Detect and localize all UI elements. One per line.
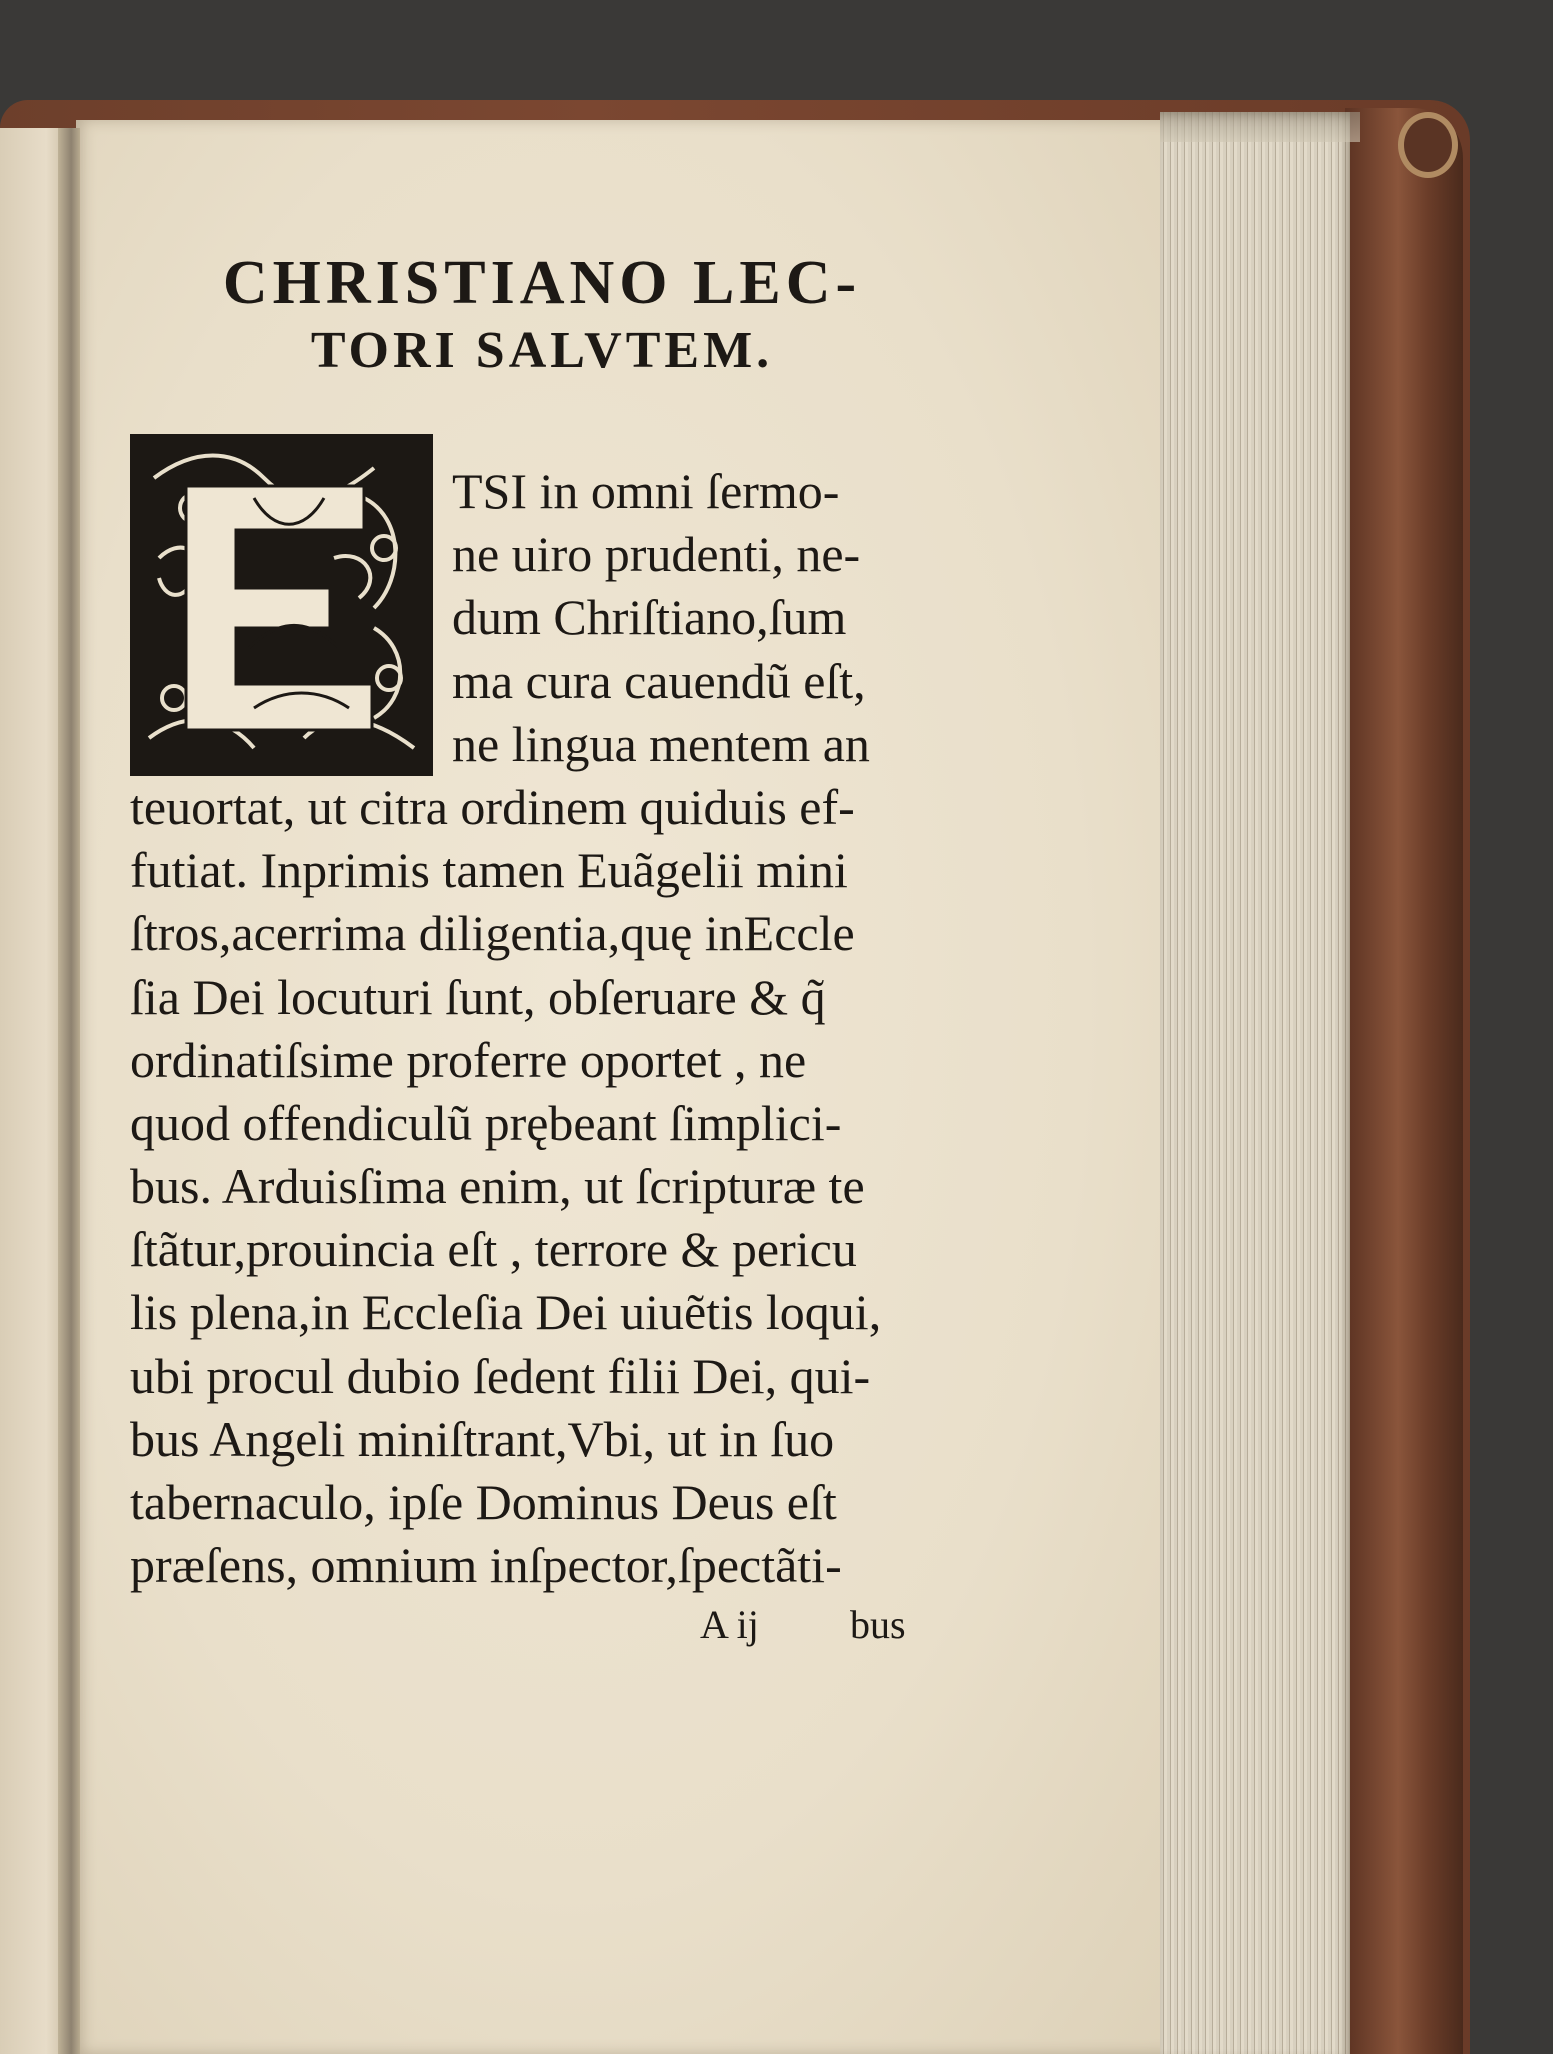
text-line: quod offendiculũ prębeant ſimplici- — [130, 1094, 842, 1151]
heading-line-1: CHRISTIANO LEC- — [222, 249, 862, 317]
book-spine-edge — [1345, 108, 1463, 2054]
text-line: futiat. Inprimis tamen Euãgelii mini — [130, 842, 848, 899]
text-line: ne lingua mentem an — [452, 715, 870, 772]
body-text — [130, 460, 940, 1597]
clasp-ring — [1398, 112, 1458, 178]
text-line: bus. Arduisſima enim, ut ſcripturæ te — [130, 1158, 865, 1215]
text-line: ne uiro prudenti, ne- — [452, 526, 861, 583]
text-line: teuortat, ut citra ordinem quiduis ef- — [130, 778, 855, 835]
signature-mark: A ij — [700, 1602, 759, 1647]
text-line: ubi procul dubio ſedent filii Dei, qui- — [130, 1347, 871, 1404]
page-heading — [132, 246, 952, 382]
text-line: ſtros,acerrima diligentia,quę inEccle — [130, 905, 855, 962]
text-line: dum Chriſtiano,ſum — [452, 589, 847, 646]
heading-line-2: TORI SALVTEM. — [310, 322, 774, 379]
text-line: præſens, omnium inſpector,ſpectãti- — [130, 1537, 842, 1594]
catchword: bus — [850, 1602, 906, 1647]
fore-edge-shadow — [1160, 112, 1360, 142]
text-line: tabernaculo, ipſe Dominus Deus eſt — [130, 1474, 837, 1530]
text-line: ordinatiſsime proferre oportet , ne — [130, 1031, 807, 1088]
gutter — [58, 128, 80, 2054]
text-line: bus Angeli miniſtrant,Vbi, ut in ſuo — [130, 1410, 835, 1467]
text-line: ſtãtur,prouincia eſt , terrore & pericu — [130, 1221, 857, 1278]
text-line: lis plena,in Eccleſia Dei uiuẽtis loqui, — [130, 1284, 882, 1341]
text-line: TSI in omni ſermo- — [452, 463, 840, 519]
left-page-sliver — [0, 128, 66, 2054]
text-line: ma cura cauendũ eſt, — [452, 652, 866, 709]
fore-edge — [1160, 112, 1350, 2054]
text-line: ſia Dei locuturi ſunt, obſeruare & q̃ — [130, 968, 826, 1025]
